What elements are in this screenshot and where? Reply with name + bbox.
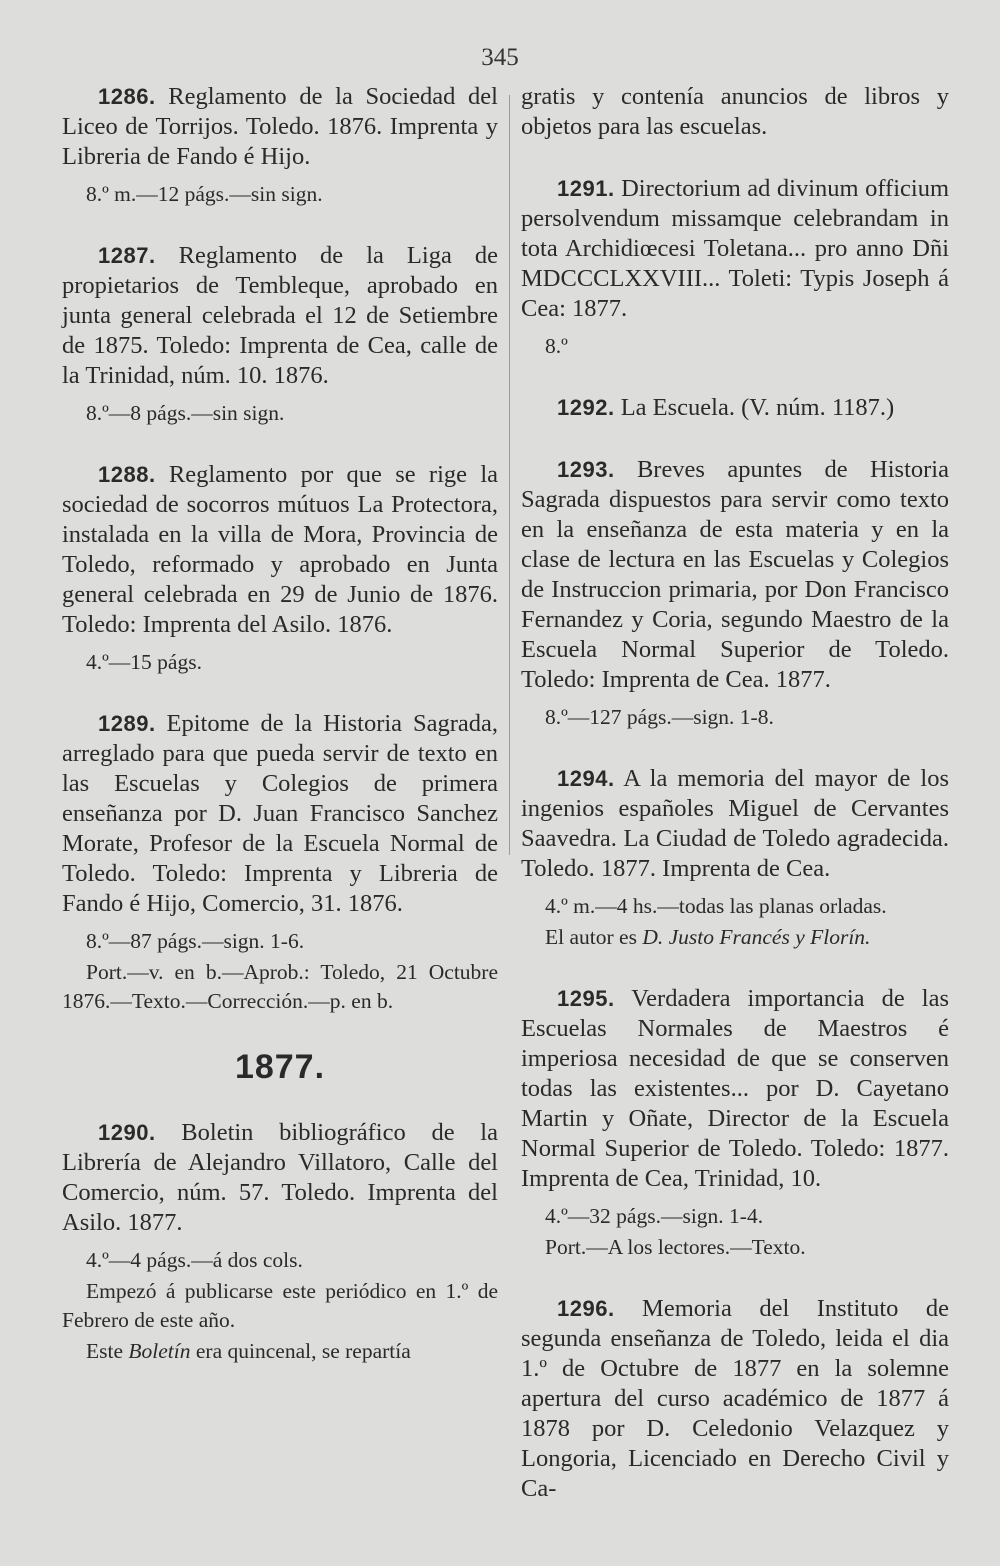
- entry-note: El autor es D. Justo Francés y Florín.: [545, 925, 871, 949]
- catalog-entry-1290: [62, 1118, 498, 1366]
- entry-note: 4.º—4 págs.—á dos cols.: [86, 1248, 303, 1272]
- entry-number: 1288.: [98, 462, 156, 487]
- entry-number: 1291.: [557, 176, 615, 201]
- entry-description: Reglamento de la Liga de propietarios de Tembleque, aprobado en junta general celebrada el 12 de Setiembre de 1875. Toledo: Imprenta de Cea, calle de la Trinidad, núm. 10. 1876.: [62, 242, 498, 389]
- page-number: 345: [481, 44, 519, 71]
- italic-author: D. Justo Francés y Florín.: [642, 925, 871, 949]
- entry-note: 4.º m.—4 hs.—todas las planas orladas.: [545, 894, 887, 918]
- entry-number: 1294.: [557, 766, 615, 791]
- catalog-entry-1292: [521, 393, 949, 423]
- entry-note: Port.—v. en b.—Aprob.: Toledo, 21 Octubre 1876.—Texto.—Corrección.—p. en b.: [62, 960, 498, 1013]
- catalog-entry-1296: [521, 1294, 949, 1504]
- left-column: [62, 82, 498, 1366]
- entry-number: 1289.: [98, 711, 156, 736]
- catalog-entry-1294: [521, 764, 949, 952]
- catalog-entry-1293: [521, 455, 949, 732]
- entry-description: Epitome de la Historia Sagrada, arreglado para que pueda servir de texto en las Escuelas y Colegios de primera enseñanza por D. Juan Francisco Sanchez Morate, Profesor de la Escuela Normal de Toledo. Toledo: Imprenta y Libreria de Fando é Hijo, Comercio, 31. 1876.: [62, 710, 499, 917]
- catalog-entry-1289: [62, 709, 498, 1016]
- entry-description: Directorium ad divinum officium persolvendum missamque celebrandam in tota Archidiœcesi Toletana... pro anno Dñi MDCCCLXXVIII... Toleti: Typis Joseph á Cea: 1877.: [521, 175, 950, 322]
- entry-number: 1286.: [98, 84, 156, 109]
- entry-note: Port.—A los lectores.—Texto.: [545, 1235, 806, 1259]
- entry-number: 1293.: [557, 457, 615, 482]
- entry-description: Memoria del Instituto de segunda enseñanza de Toledo, leida el dia 1.º de Octubre de 1877 en la solemne apertura del curso académico de 1877 á 1878 por D. Celedonio Velazquez y Longoria, Licenciado en Derecho Civil y Ca-: [521, 1295, 949, 1502]
- entry-number: 1296.: [557, 1296, 615, 1321]
- entry-note: Este Boletín era quincenal, se repartía: [86, 1339, 411, 1363]
- entry-number: 1292.: [557, 395, 615, 420]
- column-divider: [509, 95, 510, 855]
- catalog-entry-1286: [62, 82, 498, 209]
- entry-description: Boletin bibliográfico de la Librería de Alejandro Villatoro, Calle del Comercio, núm. 57. Toledo. Imprenta del Asilo. 1877.: [62, 1119, 498, 1236]
- catalog-entry-1288: [62, 460, 498, 677]
- entry-note: 8.º m.—12 págs.—sin sign.: [86, 182, 323, 206]
- entry-description: La Escuela. (V. núm. 1187.): [620, 394, 895, 421]
- catalog-entry-1291: [521, 174, 949, 361]
- entry-description: Reglamento de la Sociedad del Liceo de Torrijos. Toledo. 1876. Imprenta y Libreria de Fando é Hijo.: [62, 83, 498, 170]
- entry-description: Breves apuntes de Historia Sagrada dispuestos para servir como texto en la enseñanza de esta materia y en la clase de lectura en las Escuelas y Colegios de Instruccion primaria, por Don Francisco Fernandez y Coria, segundo Maestro de la Escuela Normal Superior de Toledo. Toledo: Imprenta de Cea. 1877.: [521, 456, 949, 693]
- catalog-entry-1295: [521, 984, 949, 1262]
- italic-title: Boletín: [128, 1339, 191, 1363]
- entry-note: 8.º—87 págs.—sign. 1-6.: [86, 929, 305, 953]
- entry-note: 8.º—8 págs.—sin sign.: [86, 401, 285, 425]
- entry-description: Reglamento por que se rige la sociedad de socorros mútuos La Protectora, instalada en la villa de Mora, Provincia de Toledo, reformado y aprobado en Junta general celebrada en 29 de Junio de 1876. Toledo: Imprenta del Asilo. 1876.: [62, 461, 498, 638]
- entry-note: 4.º—32 págs.—sign. 1-4.: [545, 1204, 764, 1228]
- entry-number: 1295.: [557, 986, 615, 1011]
- entry-note: Empezó á publicarse este periódico en 1.º de Febrero de este año.: [62, 1279, 498, 1332]
- entry-number: 1290.: [98, 1120, 156, 1145]
- entry-number: 1287.: [98, 243, 156, 268]
- entry-note: 4.º—15 págs.: [86, 650, 202, 674]
- year-heading: 1877.: [234, 1048, 326, 1086]
- entry-description: Verdadera importancia de las Escuelas Normales de Maestros é imperiosa necesidad de que se conserven todas las existentes... por D. Cayetano Martin y Oñate, Director de la Escuela Normal Superior de Toledo. Toledo: 1877. Imprenta de Cea, Trinidad, 10.: [521, 985, 949, 1192]
- right-column: [521, 82, 949, 1504]
- catalog-entry-1287: [62, 241, 498, 428]
- entry-description: A la memoria del mayor de los ingenios españoles Miguel de Cervantes Saavedra. La Ciudad de Toledo agradecida. Toledo. 1877. Imprenta de Cea.: [521, 765, 949, 882]
- entry-note: 8.º: [545, 334, 568, 358]
- continuation-text: gratis y contenía anuncios de libros y objetos para las escuelas.: [521, 83, 949, 140]
- entry-note: 8.º—127 págs.—sign. 1-8.: [545, 705, 774, 729]
